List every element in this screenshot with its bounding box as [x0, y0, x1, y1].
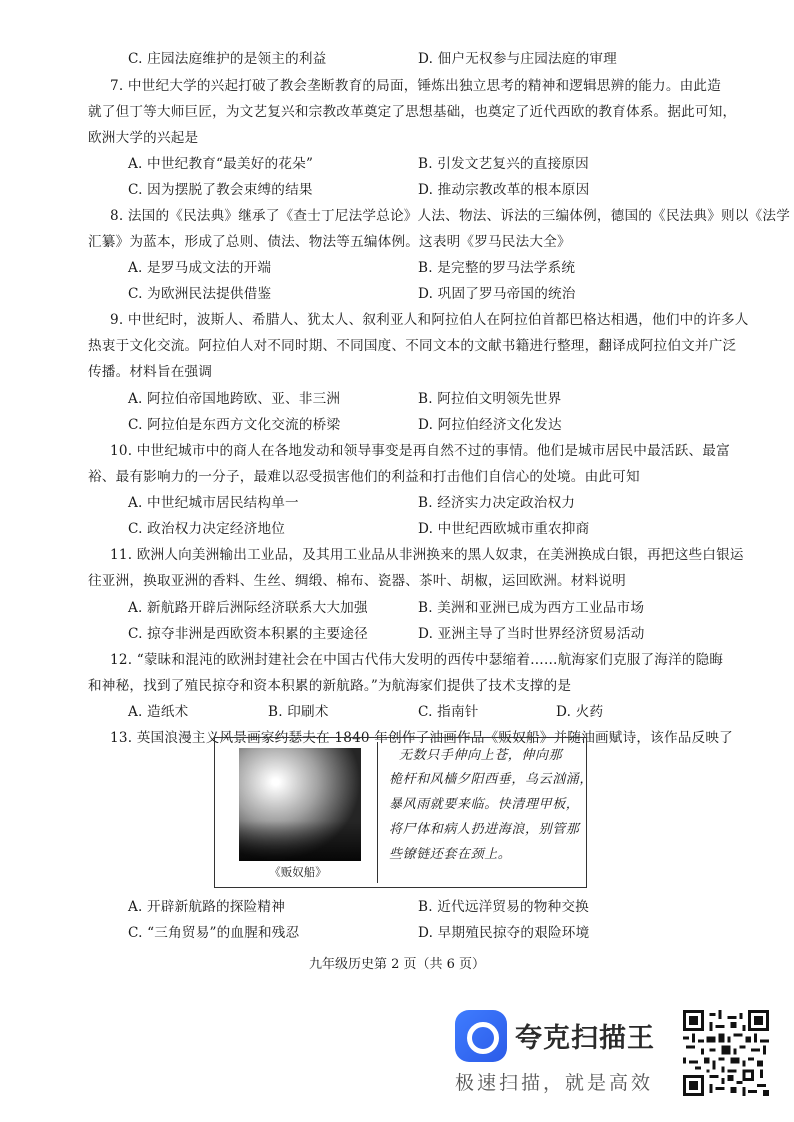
poem-line: 些镣链还套在颈上。	[389, 847, 512, 862]
question-line: 往亚洲，换取亚洲的香料、生丝、绸缎、棉布、瓷器、茶叶、胡椒，运回欧洲。材料说明	[88, 573, 626, 589]
question-line: 12. “蒙昧和混沌的欧洲封建社会在中国古代伟大发明的西传中瑟缩着……航海家们克服了海洋的隐晦	[110, 652, 724, 668]
poem-line: 暴风雨就要来临。快清理甲板，	[389, 797, 580, 812]
answer-option: B. 经济实力决定政治权力	[418, 495, 576, 511]
question-line: 裕、最有影响力的一分子，最难以忍受损害他们的利益和打击他们自信心的处境。由此可知	[88, 469, 640, 485]
answer-option: C. 因为摆脱了教会束缚的结果	[128, 182, 313, 198]
answer-option: B. 阿拉伯文明领先世界	[418, 391, 562, 407]
answer-option: A. 阿拉伯帝国地跨欧、亚、非三洲	[128, 391, 341, 407]
answer-option: A. 中世纪城市居民结构单一	[128, 495, 299, 511]
answer-option: D. 巩固了罗马帝国的统治	[418, 286, 576, 302]
page-footer: 九年级历史第 2 页（共 6 页）	[308, 957, 486, 972]
answer-option: A. 开辟新航路的探险精神	[128, 899, 285, 915]
question-line: 就了但丁等大师巨匠，为文艺复兴和宗教改革奠定了思想基础，也奠定了近代西欧的教育体系。据此可知，	[88, 104, 737, 120]
question-line: 9. 中世纪时，波斯人、希腊人、犹太人、叙利亚人和阿拉伯人在阿拉伯首都巴格达相遇，他们中的许多人	[110, 312, 749, 328]
question-line: 7. 中世纪大学的兴起打破了教会垄断教育的局面，锤炼出独立思考的精神和逻辑思辨的能力。由此造	[110, 78, 722, 94]
question-line: 8. 法国的《民法典》继承了《查士丁尼法学总论》人法、物法、诉法的三编体例，德国的《民法典》则以《法学	[110, 208, 790, 224]
answer-option: B. 是完整的罗马法学系统	[418, 260, 576, 276]
quark-logo-icon	[455, 1010, 507, 1062]
brand-name: 夸克扫描王	[515, 1023, 655, 1054]
scanner-watermark	[455, 1010, 675, 1100]
answer-option: C. 庄园法庭维护的是领主的利益	[128, 51, 327, 67]
answer-option: B. 美洲和亚洲已成为西方工业品市场	[418, 600, 645, 616]
question-line: 11. 欧洲人向美洲输出工业品，及其用工业品从非洲换来的黑人奴隶，在美洲换成白银，再把这些白银运	[110, 547, 744, 563]
answer-option: D. 中世纪西欧城市重农抑商	[418, 521, 590, 537]
answer-option: B. 印刷术	[268, 704, 329, 720]
slave-ship-figure	[214, 737, 594, 888]
poem-line: 无数只手伸向上苍，伸向那	[399, 748, 563, 763]
poem-line: 桅杆和风樯夕阳西垂，乌云汹涌，	[389, 772, 594, 787]
brand-slogan: 极速扫描，就是高效	[455, 1072, 654, 1094]
answer-option: D. 早期殖民掠夺的艰险环境	[418, 925, 590, 941]
answer-option: C. 为欧洲民法提供借鉴	[128, 286, 272, 302]
answer-option: D. 亚洲主导了当时世界经济贸易活动	[418, 626, 645, 642]
answer-option: D. 阿拉伯经济文化发达	[418, 417, 562, 433]
question-line: 10. 中世纪城市中的商人在各地发动和领导事变是再自然不过的事情。他们是城市居民中最活跃、最富	[110, 443, 730, 459]
painting-caption: 《贩奴船》	[269, 865, 327, 879]
poem-panel	[383, 742, 594, 883]
answer-option: B. 引发文艺复兴的直接原因	[418, 156, 589, 172]
question-line: 汇纂》为蓝本，形成了总则、债法、物法等五编体例。这表明《罗马民法大全》	[88, 234, 571, 250]
painting-panel	[219, 742, 378, 883]
answer-option: C. 政治权力决定经济地位	[128, 521, 286, 537]
answer-option: A. 中世纪教育“最美好的花朵”	[128, 156, 314, 172]
poem-line: 将尸体和病人扔进海浪，别管那	[389, 822, 580, 837]
question-line: 欧洲大学的兴起是	[88, 130, 199, 146]
answer-option: A. 新航路开辟后洲际经济联系大大加强	[128, 600, 368, 616]
answer-option: D. 推动宗教改革的根本原因	[418, 182, 590, 198]
answer-option: D. 火药	[556, 704, 604, 720]
answer-option: A. 是罗马成文法的开端	[128, 260, 272, 276]
question-line: 13. 英国浪漫主义风景画家约瑟夫在 1840 年创作了油画作品《贩奴船》并随油画赋诗，该作品反映了	[110, 730, 733, 746]
answer-option: C. 掠夺非洲是西欧资本积累的主要途径	[128, 626, 368, 642]
answer-option: C. “三角贸易”的血腥和残忍	[128, 925, 300, 941]
answer-option: C. 指南针	[418, 704, 479, 720]
slave-ship-painting	[239, 748, 361, 861]
answer-option: D. 佃户无权参与庄园法庭的审理	[418, 51, 617, 67]
question-line: 传播。材料旨在强调	[88, 364, 213, 380]
answer-option: A. 造纸术	[128, 704, 189, 720]
answer-option: B. 近代远洋贸易的物种交换	[418, 899, 589, 915]
answer-option: C. 阿拉伯是东西方文化交流的桥梁	[128, 417, 341, 433]
question-line: 和神秘，找到了殖民掠夺和资本积累的新航路。”为航海家们提供了技术支撑的是	[88, 678, 572, 694]
qr-code-icon	[683, 1010, 769, 1096]
question-line: 热衷于文化交流。阿拉伯人对不同时期、不同国度、不同文本的文献书籍进行整理，翻译成阿拉伯文并广泛	[88, 338, 737, 354]
